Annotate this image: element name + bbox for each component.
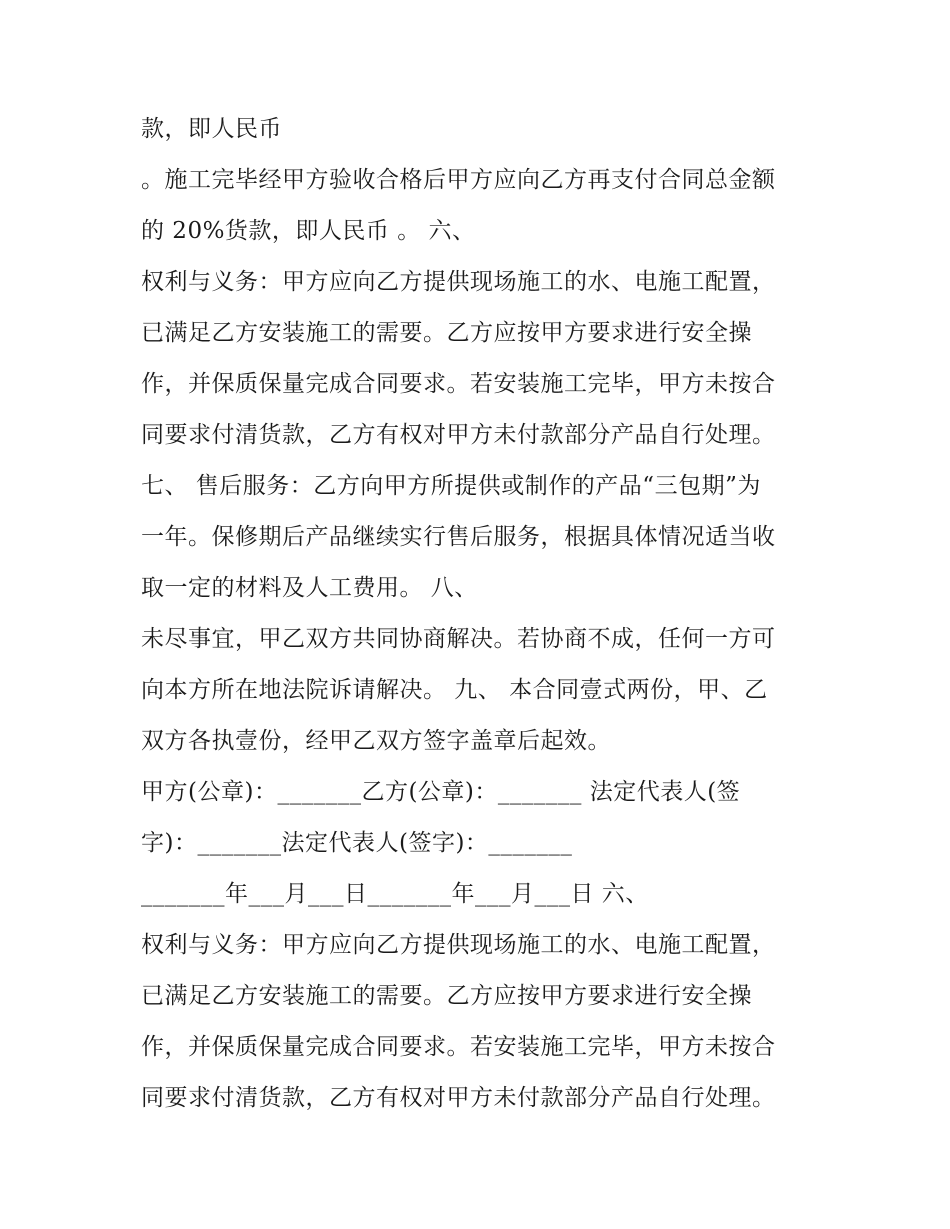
text-line: 已满足乙方安装施工的需要。乙方应按甲方要求进行安全操 xyxy=(141,983,752,1009)
text-line: 向本方所在地法院诉请解决。 九、 本合同壹式两份，甲、乙 xyxy=(141,677,768,703)
text-line: 取一定的材料及人工费用。 八、 xyxy=(141,575,478,601)
text-line: 权利与义务：甲方应向乙方提供现场施工的水、电施工配置， xyxy=(141,932,776,958)
text-line: 款，即人民币 xyxy=(141,116,282,142)
text-line: 作，并保质保量完成合同要求。若安装施工完毕，甲方未按合 xyxy=(141,371,776,397)
signature-line: 字)：_______法定代表人(签字)：_______ xyxy=(141,830,573,856)
text-line: 一年。保修期后产品继续实行售后服务，根据具体情况适当收 xyxy=(141,524,776,550)
text-line: 权利与义务：甲方应向乙方提供现场施工的水、电施工配置， xyxy=(141,269,776,295)
text-line: 双方各执壹份，经甲乙双方签字盖章后起效。 xyxy=(141,728,611,754)
text-line: 未尽事宜，甲乙双方共同协商解决。若协商不成，任何一方可 xyxy=(141,626,776,652)
text-line: 七、 售后服务：乙方向甲方所提供或制作的产品“三包期”为 xyxy=(141,473,761,499)
text-line: 的 20%货款，即人民币 。 六、 xyxy=(141,218,476,244)
text-line: 同要求付清货款，乙方有权对甲方未付款部分产品自行处理。 xyxy=(141,1085,776,1111)
text-line: 。施工完毕经甲方验收合格后甲方应向乙方再支付合同总金额 xyxy=(141,167,776,193)
text-line: 已满足乙方安装施工的需要。乙方应按甲方要求进行安全操 xyxy=(141,320,752,346)
text-line: 作，并保质保量完成合同要求。若安装施工完毕，甲方未按合 xyxy=(141,1034,776,1060)
text-line: 同要求付清货款，乙方有权对甲方未付款部分产品自行处理。 xyxy=(141,422,776,448)
signature-line: 甲方(公章)：_______乙方(公章)：_______ 法定代表人(签 xyxy=(141,779,741,805)
date-line: _______年___月___日_______年___月___日 六、 xyxy=(141,881,649,907)
contract-text xyxy=(141,104,821,1124)
